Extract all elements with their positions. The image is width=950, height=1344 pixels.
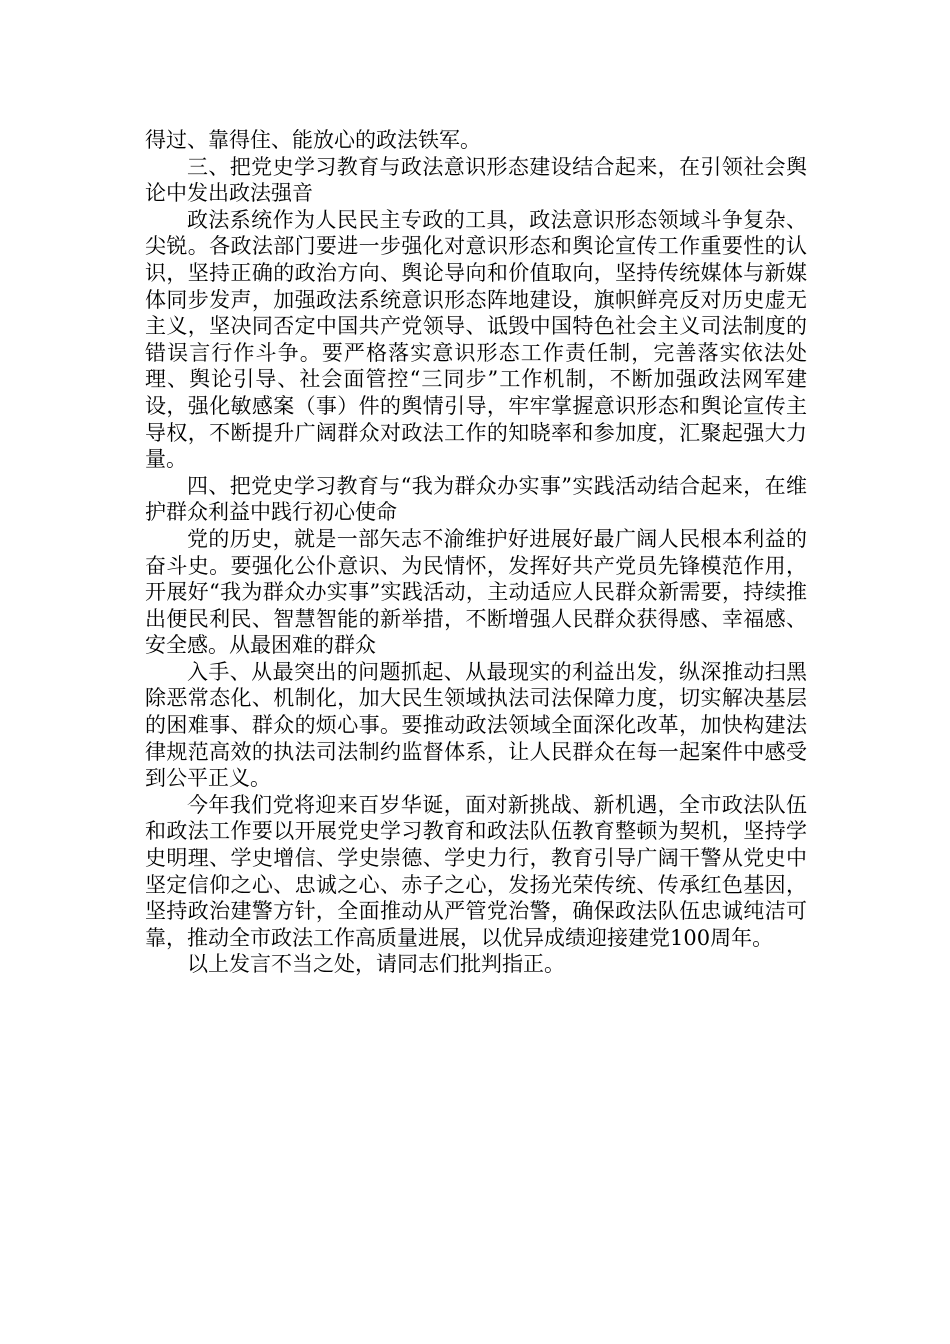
paragraph-continuation: 得过、靠得住、能放心的政法铁军。	[145, 128, 481, 152]
paragraph-ideology: 政法系统作为人民民主专政的工具，政法意识形态领域斗争复杂、尖锐。各政法部门要进一步强化对意识形态和舆论宣传工作重要性的认识，坚持正确的政治方向、舆论导向和价值取向，坚持传统媒体与新媒体同步发声，加强政法系统意识形态阵地建设，旗帜鲜亮反对历史虚无主义，坚决同否定中国共产党领导、诋毁中国特色社会主义司法制度的错误言行作斗争。要严格落实意识形态工作责任制，完善落实依法处理、舆论引导、社会面管控“三同步”工作机制，不断加强政法网军建设，强化敏感案（事）件的舆情引导，牢牢掌握意识形态和舆论宣传主导权，不断提升广阔群众对政法工作的知晓率和参加度，汇聚起强大力量。	[145, 207, 807, 472]
paragraph-party-history: 党的历史，就是一部矢志不渝维护好进展好最广阔人民根本利益的奋斗史。要强化公仆意识、为民情怀，发挥好共产党员先锋模范作用，开展好“我为群众办实事”实践活动，主动适应人民群众新需要，持续推出便民利民、智慧智能的新举措，不断增强人民群众获得感、幸福感、安全感。从最困难的群众	[145, 526, 807, 658]
paragraph-centenary: 今年我们党将迎来百岁华诞，面对新挑战、新机遇，全市政法队伍和政法工作要以开展党史学习教育和政法队伍教育整顿为契机，坚持学史明理、学史增信、学史崇德、学史力行，教育引导广阔干警从党史中坚定信仰之心、忠诚之心、赤子之心，发扬光荣传统、传承红色基因，坚持政治建警方针，全面推动从严管党治警，确保政法队伍忠诚纯洁可靠，推动全市政法工作高质量进展，以优异成绩迎接建党100周年。	[145, 792, 807, 950]
paragraph-reform: 入手、从最突出的问题抓起、从最现实的利益出发，纵深推动扫黑除恶常态化、机制化，加大民生领域执法司法保障力度，切实解决基层的困难事、群众的烦心事。要推动政法领域全面深化改革，加快构建法律规范高效的执法司法制约监督体系，让人民群众在每一起案件中感受到公平正义。	[145, 659, 807, 791]
section-heading-4: 四、把党史学习教育与“我为群众办实事”实践活动结合起来，在维护群众利益中践行初心使命	[145, 473, 807, 525]
document-body	[145, 127, 807, 978]
paragraph-closing: 以上发言不当之处，请同志们批判指正。	[187, 952, 565, 977]
section-heading-3: 三、把党史学习教育与政法意识形态建设结合起来，在引领社会舆论中发出政法强音	[145, 154, 807, 206]
